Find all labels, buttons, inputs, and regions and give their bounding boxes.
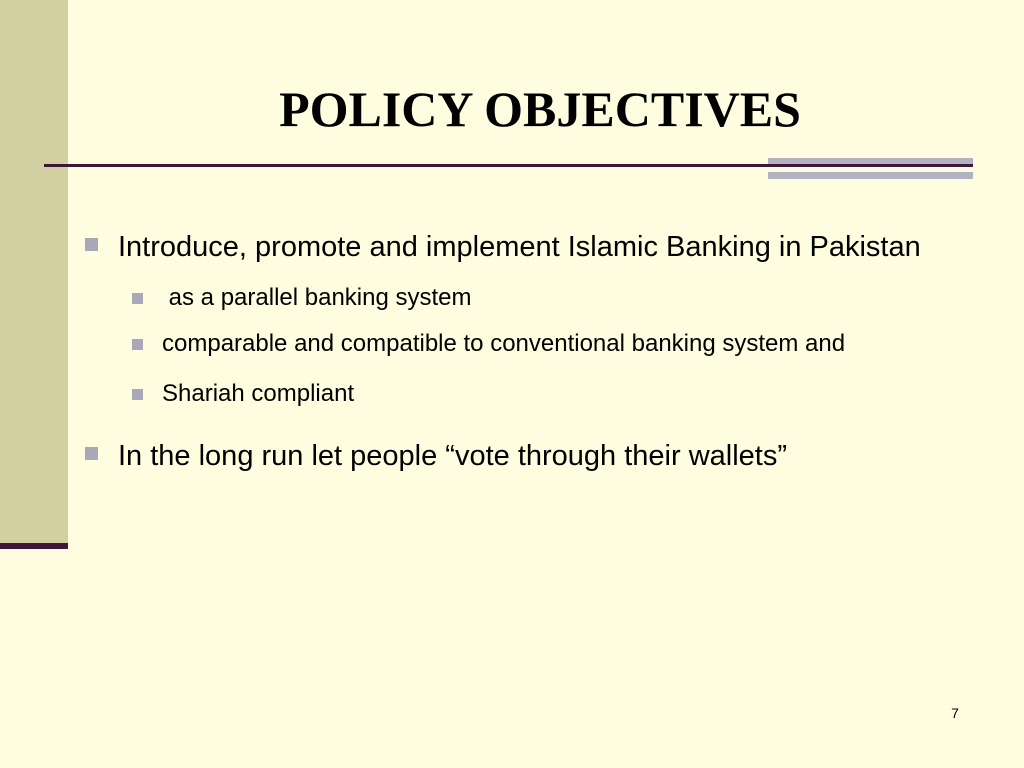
bullet-text: In the long run let people “vote through their wallets” (118, 440, 788, 472)
page-number: 7 (951, 705, 959, 721)
left-decorative-band (0, 0, 68, 546)
left-accent-line (0, 543, 68, 549)
bullet-item-1 (80, 222, 960, 272)
sub-bullet-item-1 (80, 277, 960, 319)
sub-bullet-text: comparable and compatible to conventional banking system and (162, 330, 846, 357)
square-bullet-icon (132, 339, 143, 350)
corner-bar-top (768, 158, 973, 164)
sub-bullet-item-2 (80, 323, 960, 364)
bullet-item-2 (80, 431, 960, 481)
square-bullet-icon (132, 293, 143, 304)
sub-bullet-item-3 (80, 373, 960, 415)
sub-bullet-text: as a parallel banking system (162, 284, 472, 311)
sub-bullet-text: Shariah compliant (162, 380, 355, 407)
square-bullet-icon (85, 238, 98, 251)
bullet-text: Introduce, promote and implement Islamic Banking in Pakistan (118, 231, 921, 263)
square-bullet-icon (85, 447, 98, 460)
slide-title: POLICY OBJECTIVES (279, 81, 801, 137)
square-bullet-icon (132, 389, 143, 400)
slide-content (80, 222, 960, 481)
corner-bar-bottom (768, 172, 973, 179)
corner-decorative-bars (768, 158, 973, 180)
